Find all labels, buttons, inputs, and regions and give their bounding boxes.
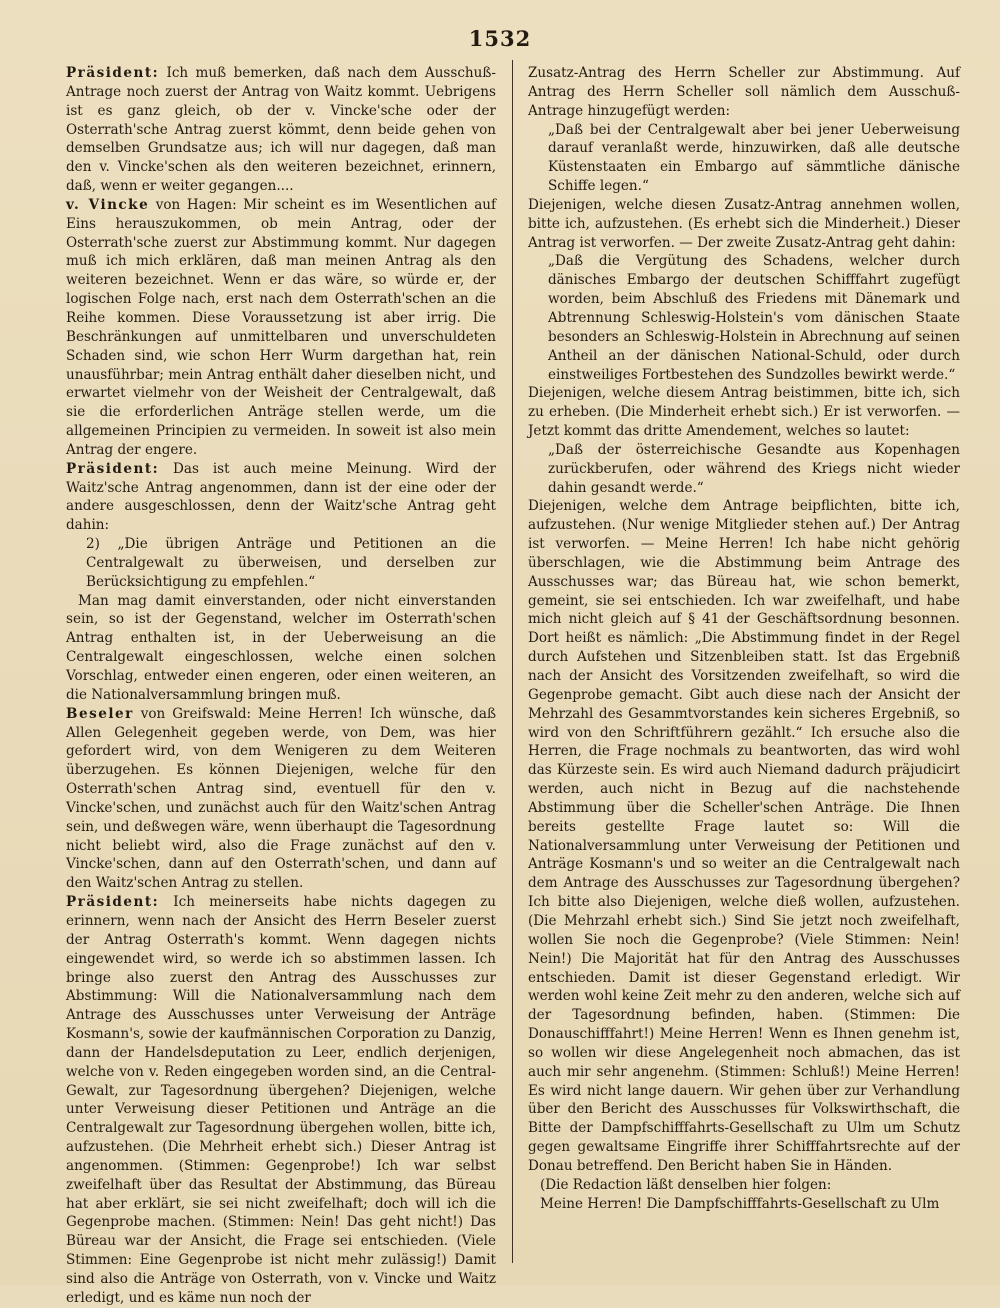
paragraph-text: Das ist auch meine Meinung. Wird der Waitz'sche Antrag angenommen, dann ist der eine oder der andere ausgeschlossen, denn der Waitz'sche Antrag geht dahin: [66,460,496,534]
paragraph: Man mag damit einverstanden, oder nicht einverstanden sein, so ist der Gegenstand, welcher im Osterrath'schen Antrag enthalten ist, in der Ueberweisung an die Centralgewalt eingeschlossen, welche einen solchen Vorschlag, entweder einen engeren, oder einen weiteren, an die Nationalversammlung bringen muß. [66,592,496,703]
paragraph [66,893,496,1308]
speaker-name: Beseler [66,705,134,722]
quoted-motion: „Daß bei der Centralgewalt aber bei jener Ueberweisung darauf veranlaßt werde, hinzuwirken, daß alle deutsche Küstenstaaten ein Embargo auf sämmtliche dänische Schiffe legen.“ [548,121,960,195]
paragraph-text: Ich muß bemerken, daß nach dem Ausschuß-Antrage noch zuerst der Antrag von Waitz kommt. Uebrigens ist es ganz gleich, ob der v. Vincke'sche oder der Osterrath'sche Antrag zuerst kömmt, denn beide gehen von demselben Grundsatze aus; ich will nur dagegen, daß man den v. Vincke'schen als den weiteren bezeichnet, erinnern, daß, wenn er weiter gegangen.... [66,65,496,195]
column-divider [512,60,513,1263]
paragraph [66,460,496,535]
paragraph: (Die Redaction läßt denselben hier folgen: [540,1176,832,1193]
paragraph [66,64,496,196]
paragraph [66,705,496,893]
speaker-name: v. Vincke [66,196,150,213]
paragraph: Diejenigen, welche diesen Zusatz-Antrag annehmen wollen, bitte ich, aufzustehen. (Es erhebt sich die Minderheit.) Dieser Antrag ist verworfen. — Der zweite Zusatz-Antrag geht dahin: [528,196,960,251]
paragraph: Diejenigen, welche dem Antrage beipflichten, bitte ich, aufzustehen. (Nur wenige Mitglieder stehen auf.) Der Antrag ist verworfen. — Meine Herren! Ich habe nicht gehörig überschlagen, wie die Abstimmung beim Antrage des Ausschusses war; das Büreau hat, wie schon bemerkt, gemeint, sie sei entschieden. Ich war zweifelhaft, und habe mich nicht gleich auf § 41 der Geschäftsordnung besonnen. Dort heißt es nämlich: „Die Abstimmung findet in der Regel durch Aufstehen und Sitzenbleiben statt. Ist das Ergebniß nach der Ansicht des Vorsitzenden zweifelhaft, so wird die Gegenprobe gemacht. Gibt auch diese nach der Ansicht der Mehrzahl des Gesammtvorstandes kein sicheres Ergebniß, so wird von den Schriftführern gezählt.“ Ich ersuche also die Herren, die Frage nochmals zu beantworten, das wird wohl das Kürzeste sein. Es wird auch Niemand dadurch präjudicirt werden, auch nicht in Bezug auf die nachstehende Abstimmung über die Scheller'schen Anträge. Die Ihnen bereits gestellte Frage lautet so: Will die Nationalversammlung unter Verweisung der Petitionen und Anträge Kosmann's und so weiter an die Centralgewalt nach dem Antrage des Ausschusses zur Tagesordnung übergehen? Ich bitte also Diejenigen, welche dieß wollen, aufzustehen. (Die Mehrzahl erhebt sich.) Sind Sie jetzt noch zweifelhaft, wollen Sie noch die Gegenprobe? (Viele Stimmen: Nein! Nein!) Die Majorität hat für den Antrag des Ausschusses entschieden. Damit ist dieser Gegenstand erledigt. Wir werden wohl keine Zeit mehr zu den anderen, welche sich auf der Tagesordnung befinden, haben. (Stimmen: Die Donauschifffahrt!) Meine Herren! Wenn es Ihnen genehm ist, so wollen wir diese Angelegenheit noch abmachen, das ist auch mir sehr angenehm. (Stimmen: Schluß!) Meine Herren! Es wird nicht lange dauern. Wir gehen über zur Verhandlung über den Bericht des Ausschusses für Volkswirthschaft, die Bitte der Dampfschifffahrts-Gesellschaft zu Ulm um Schutz gegen gewaltsame Eingriffe ihrer Schifffahrtsrechte auf der Donau betreffend. Den Bericht haben Sie in Händen. [528,498,960,1174]
paragraph [66,196,496,460]
paragraph: Zusatz-Antrag des Herrn Scheller zur Abstimmung. Auf Antrag des Herrn Scheller soll nämlich dem Ausschuß-Antrage hinzugefügt werden: [528,65,960,119]
left-column [66,64,496,1308]
speaker-name: Präsident: [66,65,160,81]
right-column [528,64,960,1213]
speaker-name: Präsident: [66,894,160,911]
page-number: 1532 [468,26,532,51]
speaker-name: Präsident: [66,460,160,477]
quoted-motion: „Daß die Vergütung des Schadens, welcher durch dänisches Embargo der deutschen Schifffahrt zugefügt worden, beim Abschluß des Friedens mit Dänemark und Abtrennung Schleswig-Holstein's vom dänischen Staate besonders an Schleswig-Holstein in Abrechnung auf seinen Antheil an der dänischen National-Schuld, oder durch einstweiliges Fortbestehen des Sundzolles bewirkt werde.“ [548,253,960,383]
paragraph-text: von Hagen: Mir scheint es im Wesentlichen auf Eins herauszukommen, ob mein Antrag, oder der Osterrath'sche zuerst zur Abstimmung kommt. Nur dagegen muß ich mich erklären, daß man meinen Antrag als den weiteren bezeichnet. Wenn er das wäre, so würde er, der logischen Folge nach, erst nach dem Osterrath'schen an die Reihe kommen. Diese Voraussetzung ist aber irrig. Die Beschränkungen auf unmittelbaren und unverschuldeten Schaden sind, wie schon Herr Wurm dargethan hat, rein unausführbar; mein Antrag enthält daher dieselben nicht, und erwartet vielmehr von der Weisheit der Centralgewalt, daß sie die erforderlichen Anträge stellen werde, um die allgemeinen Principien zu vermeiden. In soweit ist also mein Antrag der engere. [66,196,497,458]
paragraph: Meine Herren! Die Dampfschifffahrts-Gesellschaft zu Ulm [540,1195,940,1212]
paragraph-text: von Greifswald: Meine Herren! Ich wünsche, daß Allen Gelegenheit gegeben werde, von Dem, was hier gefordert wird, von dem Wenigeren zu dem Weiteren überzugehen. Es können Diejenigen, welche für den Osterrath'schen Antrag sind, eventuell für den v. Vincke'schen, und zunächst auch für den Waitz'schen Antrag sein, und deßwegen wäre, wenn überhaupt die Tagesordnung nicht beliebt wird, also die Frage zunächst auf den v. Vincke'schen, dann auf den Osterrath'schen, und dann auf den Waitz'schen Antrag zu stellen. [66,705,496,892]
paragraph: Diejenigen, welche diesem Antrag beistimmen, bitte ich, sich zu erheben. (Die Minderheit erhebt sich.) Er ist verworfen. — Jetzt kommt das dritte Amendement, welches so lautet: [528,385,960,440]
quoted-motion: „Daß der österreichische Gesandte aus Kopenhagen zurückberufen, oder während des Kriegs nicht wieder dahin gesandt werde.“ [548,441,960,496]
paragraph-text: Ich meinerseits habe nichts dagegen zu erinnern, wenn nach der Ansicht des Herrn Beseler zuerst der Antrag Osterrath's kommt. Wenn dagegen nichts eingewendet wird, so werde ich so abstimmen lassen. Ich bringe also zuerst den Antrag des Ausschusses zur Abstimmung: Will die Nationalversammlung nach dem Antrage des Ausschusses unter Verweisung der Anträge Kosmann's, sowie der kaufmännischen Corporation zu Danzig, dann der Handelsdeputation zu Leer, endlich derjenigen, welche von v. Reden eingegeben worden sind, an die Central-Gewalt, zur Tagesordnung übergehen? Diejenigen, welche unter Verweisung dieser Petitionen und Anträge an die Centralgewalt zur Tagesordnung übergehen wollen, bitte ich, aufzustehen. (Die Mehrheit erhebt sich.) Dieser Antrag ist angenommen. (Stimmen: Gegenprobe!) Ich war selbst zweifelhaft über das Resultat der Abstimmung, das Büreau hat aber erklärt, sie sei nicht zweifelhaft; doch will ich die Gegenprobe machen. (Stimmen: Nein! Das geht nicht!) Das Büreau war der Ansicht, die Frage sei entschieden. (Viele Stimmen: Eine Gegenprobe ist nicht mehr zulässig!) Damit sind also die Anträge von Osterrath, von v. Vincke und Waitz erledigt, und es käme nun noch der [66,894,497,1306]
quoted-motion: 2) „Die übrigen Anträge und Petitionen an die Centralgewalt zu überweisen, und derselben zur Berücksichtigung zu empfehlen.“ [86,536,496,590]
